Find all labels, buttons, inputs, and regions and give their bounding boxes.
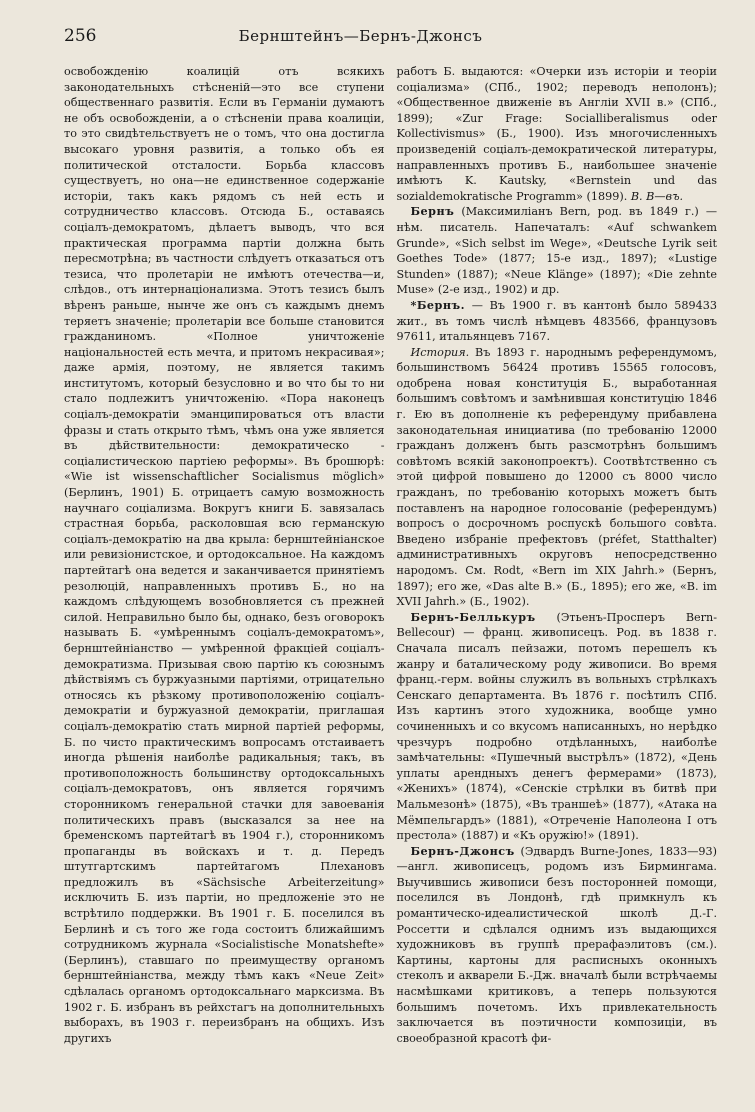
entry-bern-canton [397, 298, 718, 345]
entry-bern-maximilian [397, 204, 718, 298]
page-number: 256 [64, 26, 97, 46]
author-signature: В. В—въ. [630, 189, 684, 203]
running-head: Бернштейнъ—Бернъ-Джонсъ [238, 27, 483, 45]
entry-text: (Эдвардъ Burne-Jones, 1833—93)—англ. живописецъ, родомъ изъ Бирмингама. Выучившись живописи безъ посторонней помощи, поселился въ Лондонѣ, гдѣ примкнулъ къ романтическо-идеалистической школѣ Д.-Г. Россетти и сдѣлался однимъ изъ выдающихся художниковъ въ группѣ прерафаэлитовъ (см.). Картины, картоны для расписныхъ оконныхъ стеколъ и акварели Б.-Дж. вначалѣ были встрѣчаемы насмѣшками критиковъ, а теперь пользуются большимъ почетомъ. Ихъ привлекательность заключается въ поэтичности композиціи, въ своеобразной красотѣ фи- [396, 844, 718, 1045]
right-column [397, 64, 718, 1046]
entry-bern-history [397, 345, 718, 610]
entry-burne-jones [397, 844, 718, 1047]
continuation-text: работъ Б. выдаются: «Очерки изъ исторіи и теоріи соціализма» (СПб., 1902; переводъ неполонъ); «Общественное движеніе въ Англіи XVII в.» (СПб., 1899); «Zur Frage: Socialliberalismus oder Kollectivismus» (Б., 1900). Изъ многочисленныхъ произведеній соціалъ-демократической литературы, направленныхъ противъ Б., наибольшее значеніе имѣютъ K. Kautsky, «Bernstein und das sozialdemokratische Programm» (1899). [396, 65, 717, 203]
left-column-paragraph: освобожденію коалицій отъ всякихъ законодательныхъ стѣсненій—это все ступени общественнаго развитія. Если въ Германіи думаютъ не объ освобожденіи, а о стѣсненіи права коалиціи, то это свидѣтельствуетъ не о томъ, что она достигла высокаго уровня развитія, а только объ ея политической отсталости. Борьба классовъ существуетъ, но она—не единственное содержаніе исторіи, такъ какъ рядомъ съ ней есть и сотрудничество классовъ. Отсюда Б., оставаясь соціалъ-демократомъ, дѣлаетъ выводъ, что вся практическая программа партіи должна быть пересмотрѣна; въ частности слѣдуетъ отказаться отъ тезиса, что пролетаріи не имѣютъ отечества—и, слѣдов., отъ интернаціонализма. Этотъ тезисъ былъ вѣренъ раньше, нынче же онъ съ каждымъ днемъ теряетъ значеніе; пролетаріи все больше становится гражданиномъ. «Полное уничтоженіе національностей есть мечта, и притомъ некрасивая»; даже армія, поэтому, не является такимъ институтомъ, который безусловно и во что бы то ни стало подлежитъ уничтоженію. «Пора наконецъ соціалъ-демократіи эманципироваться отъ власти фразы и стать открыто тѣмъ, чѣмъ она уже является въ дѣйствительности: демократическо - соціалистическою партіею реформы». Въ брошюрѣ: «Wie ist wissenschaftlicher Socialismus möglich» (Берлинъ, 1901) Б. отрицаетъ самую возможность научнаго соціализма. Вокругъ книги Б. завязалась страстная борьба, расколовшая всю германскую соціалъ-демократію на два крыла: бернштейніанское или ревизіонистское, и ортодоксальное. На каждомъ партейтагѣ она ведется и заканчивается принятіемъ резолюцій, направленныхъ противъ Б., но на каждомъ слѣдующемъ возобновляется съ прежней силой. Неправильно было бы, однако, безъ оговорокъ называть Б. «умѣреннымъ соціалъ-демократомъ», бернштейніанство — умѣренной фракціей соціалъ-демократизма. Призывая свою партію къ союзнымъ дѣйствіямъ съ буржуазными партіями, отрицательно относясь къ рѣзкому противоположенію соціалъ-демократіи и буржуазной демократіи, приглашая соціалъ-демократію стать мирной партіей реформы, Б. по чисто практическимъ вопросамъ отстаиваетъ иногда рѣшенія наиболѣе радикальныя; такъ, въ противоположность большинству ортодоксальныхъ соціалъ-демократовъ, онъ является горячимъ сторонникомъ генеральной стачки для завоеванія политическихъ правъ (высказался за нее на бременскомъ партейтагѣ въ 1904 г.), сторонникомъ пропаганды въ войскахъ и т. д. Передъ штутгартскимъ партейтагомъ Плехановъ предложилъ въ «Sächsische Arbeiterzeitung» исключить Б. изъ партіи, но предложеніе это не встрѣтило поддержки. Въ 1901 г. Б. поселился въ Берлинѣ и съ того же года состоитъ ближайшимъ сотрудникомъ журнала «Socialistische Monatshefte» (Берлинъ), ставшаго по преимуществу органомъ бернштейніанства, между тѣмъ какъ «Neue Zeit» сдѣлалась органомъ ортодоксальнаго марксизма. Въ 1902 г. Б. избранъ въ рейхстагъ на дополнительныхъ выборахъ, въ 1903 г. переизбранъ на общихъ. Изъ другихъ [64, 65, 385, 1045]
entry-bern-bellecour [397, 610, 718, 844]
section-head: История. [410, 345, 470, 359]
entry-text: Въ 1893 г. народнымъ референдумомъ, большинствомъ 56424 противъ 15565 голосовъ, одобрена новая конституція Б., выработанная большимъ совѣтомъ и замѣнившая конституцію 1846 г. Ею въ дополненіе къ референдуму прибавлена законодательная инициатива (по требованію 12000 гражданъ долженъ быть разсмотрѣнъ большимъ совѣтомъ всякій законопроектъ). Соотвѣтственно съ этой цифрой повышено до 12000 съ 8000 число гражданъ, по требованію которыхъ можетъ быть поставленъ на народное голосованіе (референдумъ) вопросъ о досрочномъ роспускѣ большого совѣта. Введено избраніе префектовъ (préfet, Statthalter) административныхъ округовъ непосредственно народомъ. См. Rodt, «Bern im XIX Jahrh.» (Бернъ, 1897); его же, «Das alte B.» (Б., 1895); его же, «B. im XVII Jahrh.» (Б., 1902). [396, 345, 717, 609]
text-columns [64, 64, 717, 1046]
left-column [64, 64, 385, 1046]
entry-text: (Этьенъ-Проспeръ Bern-Bellecour) — франц. живописецъ. Род. въ 1838 г. Сначала писалъ пейзажи, потомъ перешелъ къ жанру и баталическому роду живописи. Во время франц.-герм. войны служилъ въ вольныхъ стрѣлкахъ Сенскаго департамента. Въ 1876 г. посѣтилъ СПб. Изъ картинъ этого художника, вообще умно сочиненныхъ и со вкусомъ написанныхъ, но нерѣдко чрезчуръ подробно отдѣланныхъ, наиболѣе замѣчательны: «Пушечный выстрѣлъ» (1872), «День уплаты арендныхъ денегъ фермерами» (1873), «Женихъ» (1874), «Сенскіе стрѣлки въ битвѣ при Мальмезонѣ» (1875), «Въ траншеѣ» (1877), «Атака на Мёмпельгардъ» (1881), «Отреченіе Наполеона I отъ престола» (1887) и «Къ оружію!» (1891). [396, 610, 718, 843]
page-header [64, 26, 717, 60]
entry-text: (Максимиліанъ Bern, род. въ 1849 г.) — нѣм. писатель. Напечаталъ: «Auf schwankem Grunde», «Sich selbst im Wege», «Deutsche Lyrik seit Goethes Tode» (1877; 15-е изд., 1897); «Lustige Stunden» (1887); «Neue Klänge» (1897); «Die zehnte Muse» (2-е изд., 1902) и др. [396, 205, 718, 297]
entry-head: *Бернъ. [410, 297, 466, 312]
entry-text: — Въ 1900 г. въ кантонѣ было 589433 жит., въ томъ числѣ нѣмцевъ 483566, французовъ 97611, итальянцевъ 7167. [396, 298, 717, 344]
entry-head: Бернъ-Джонсъ [410, 843, 515, 858]
entry-head: Бернъ [410, 204, 455, 219]
entry-head: Бернъ-Беллькуръ [410, 609, 536, 624]
continuation-paragraph [397, 64, 718, 204]
